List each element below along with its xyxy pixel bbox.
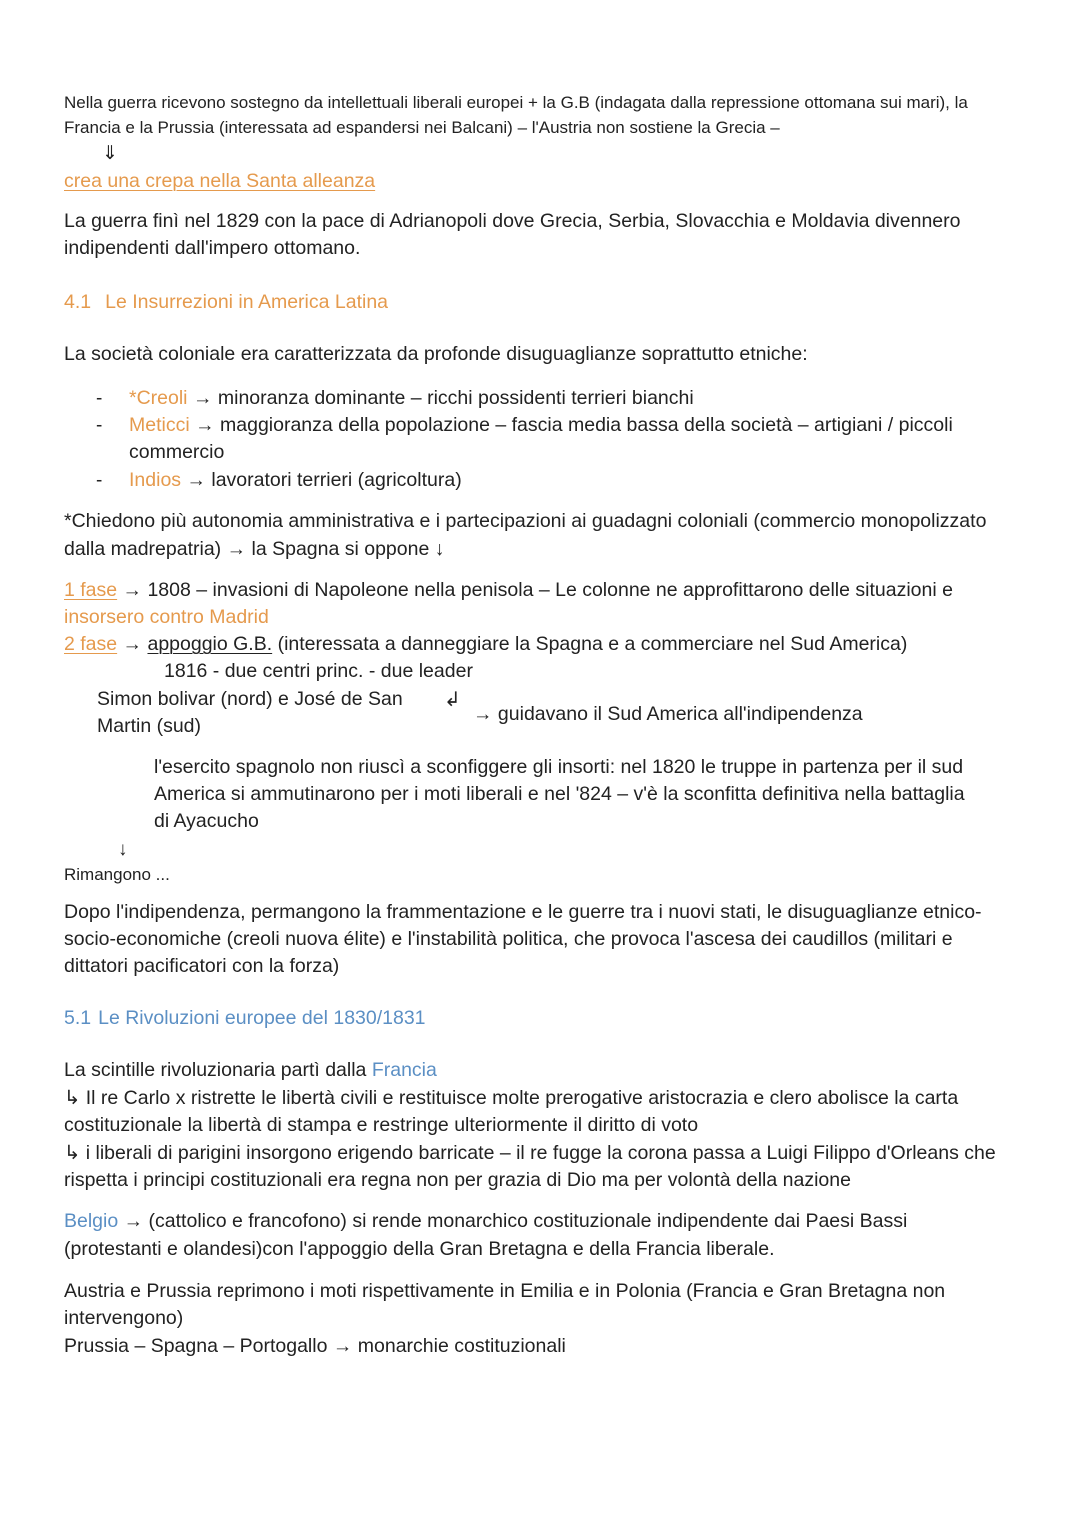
term-meticci: Meticci bbox=[129, 414, 190, 436]
paragraph-war-end-line1: La guerra finì nel 1829 con la pace di Adrianopoli dove Grecia, Serbia, Slovacchia e Moldavia divennero bbox=[64, 210, 961, 232]
fase-1-line: 1 fase → 1808 – invasioni di Napoleone nella penisola – Le colonne ne approfittarono delle situazioni e bbox=[64, 579, 953, 601]
heading-4-1-number: 4.1 bbox=[64, 291, 92, 313]
list-item-indios: Indios → lavoratori terrieri (agricoltura) bbox=[129, 469, 462, 491]
term-francia: Francia bbox=[371, 1059, 437, 1081]
rimangono-text: Rimangono ... bbox=[64, 865, 170, 884]
paragraph-independence-line3: dittatori pacificatori con la forza) bbox=[64, 955, 340, 977]
heading-4-1-title: Le Insurrezioni in America Latina bbox=[105, 291, 389, 313]
fase-2-line: 2 fase → appoggio G.B. (interessata a danneggiare la Spagna e a commerciare nel Sud America) bbox=[64, 633, 908, 655]
crepa-santa-alleanza-link[interactable]: crea una crepa nella Santa alleanza bbox=[64, 170, 376, 192]
paragraph-autonomy-line1: *Chiedono più autonomia amministrativa e i partecipazioni ai guadagni coloniali (commercio monopolizzato bbox=[64, 510, 987, 532]
army-line1: l'esercito spagnolo non riuscì a sconfiggere gli insorti: nel 1820 le truppe in partenza per il sud bbox=[154, 756, 964, 778]
bullet-dash: - bbox=[96, 415, 103, 436]
fase-1-link[interactable]: 1 fase bbox=[64, 579, 118, 601]
fase-2-link[interactable]: 2 fase bbox=[64, 633, 118, 655]
army-line3: di Ayacucho bbox=[154, 810, 259, 832]
list-item-meticci-cont: commercio bbox=[129, 441, 225, 463]
list-item-meticci: Meticci → maggioranza della popolazione – fascia media bassa della società – artigiani / piccoli bbox=[129, 414, 953, 436]
paragraph-belgio-line1: Belgio → (cattolico e francofono) si rende monarchico costituzionale indipendente dai Paesi Bassi bbox=[64, 1210, 908, 1232]
paragraph-independence-line2: socio-economiche (creoli nuova élite) e l'instabilità politica, che provoca l'ascesa dei caudillos (militari e bbox=[64, 928, 953, 950]
paragraph-austria-line3: Prussia – Spagna – Portogallo → monarchie costituzionali bbox=[64, 1335, 566, 1357]
paragraph-support-line1: Nella guerra ricevono sostegno da intellettuali liberali europei + la G.B (indagata dalla repressione ottomana sui mari), la bbox=[64, 93, 968, 112]
heading-5-1-number: 5.1 bbox=[64, 1007, 92, 1029]
paragraph-france-line2: ↳ Il re Carlo x ristrette le libertà civili e restituisce molte prerogative aristocrazia e clero abolisce la carta bbox=[64, 1087, 959, 1109]
paragraph-support-line2: Francia e la Prussia (interessata ad espandersi nei Balcani) – l'Austria non sostiene la Grecia – bbox=[64, 118, 780, 137]
leaders-line1: Simon bolivar (nord) e José de San bbox=[97, 688, 403, 710]
paragraph-austria-line1: Austria e Prussia reprimono i moti rispettivamente in Emilia e in Polonia (Francia e Gran Bretagna non bbox=[64, 1280, 946, 1302]
fase-1-cont: insorsero contro Madrid bbox=[64, 606, 269, 628]
army-line2: America si ammutinarono per i moti liberali e nel '824 – v'è la sconfitta definitiva nella battaglia bbox=[154, 783, 965, 805]
term-belgio: Belgio bbox=[64, 1210, 119, 1232]
leaders-note: → guidavano il Sud America all'indipendenza bbox=[473, 703, 863, 725]
bullet-dash: - bbox=[96, 388, 103, 409]
paragraph-france-line3: costituzionale la libertà di stampa e restringe ulteriormente il diritto di voto bbox=[64, 1114, 699, 1136]
list-item-creoli: *Creoli → minoranza dominante – ricchi possidenti terrieri bianchi bbox=[129, 387, 694, 409]
hook-arrow-icon: ↲ bbox=[444, 689, 461, 711]
paragraph-autonomy-line2: dalla madrepatria) → la Spagna si oppone ↓ bbox=[64, 538, 445, 560]
term-indios: Indios bbox=[129, 469, 182, 491]
term-creoli: *Creoli bbox=[129, 387, 188, 409]
paragraph-france-line1: La scintille rivoluzionaria partì dalla Francia bbox=[64, 1059, 437, 1081]
bullet-dash: - bbox=[96, 470, 103, 491]
paragraph-france-line5: rispetta i principi costituzionali era regna non per grazia di Dio ma per volontà della nazione bbox=[64, 1169, 851, 1191]
double-down-arrow-icon: ⇓ bbox=[102, 143, 118, 164]
paragraph-france-line4: ↳ i liberali di parigini insorgono erigendo barricate – il re fugge la corona passa a Luigi Filippo d'Orleans che bbox=[64, 1142, 996, 1164]
heading-5-1 bbox=[64, 1005, 426, 1032]
heading-4-1 bbox=[64, 289, 388, 316]
paragraph-colonial-society: La società coloniale era caratterizzata da profonde disuguaglianze soprattutto etniche: bbox=[64, 343, 808, 365]
fase-2-sub: 1816 - due centri princ. - due leader bbox=[164, 660, 473, 682]
heading-5-1-title: Le Rivoluzioni europee del 1830/1831 bbox=[98, 1007, 426, 1029]
paragraph-independence-line1: Dopo l'indipendenza, permangono la frammentazione e le guerre tra i nuovi stati, le disuguaglianze etnico- bbox=[64, 901, 982, 923]
paragraph-war-end-line2: indipendenti dall'impero ottomano. bbox=[64, 237, 361, 259]
paragraph-belgio-line2: (protestanti e olandesi)con l'appoggio della Gran Bretagna e della Francia liberale. bbox=[64, 1238, 775, 1260]
appoggio-gb-link[interactable]: appoggio G.B. bbox=[147, 633, 273, 655]
paragraph-austria-line2: intervengono) bbox=[64, 1307, 184, 1329]
down-arrow-icon: ↓ bbox=[118, 839, 128, 860]
leaders-line2: Martin (sud) bbox=[97, 715, 202, 737]
